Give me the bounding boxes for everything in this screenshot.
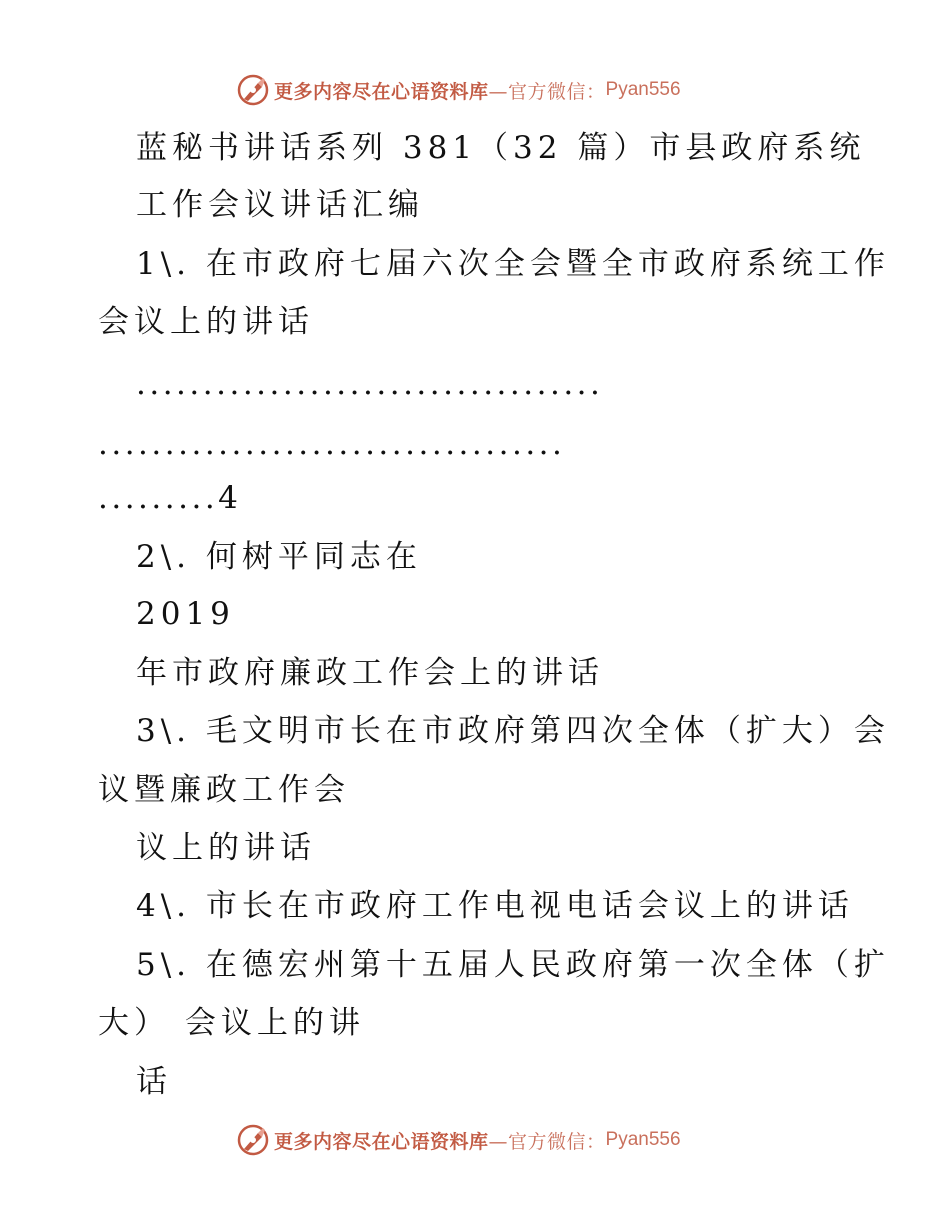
toc-item-5-line-3: 话 [136,1064,172,1100]
banner-text [274,77,606,104]
banner-dash: — [488,1130,509,1153]
banner-wechat-id: Pyan556 [605,79,681,100]
banner-text [274,1127,606,1154]
pen-logo-icon [236,1123,270,1157]
document-title-line-2: 工作会议讲话汇编 [136,187,424,223]
document-title-line-1: 蓝秘书讲话系列 381（32 篇）市县政府系统 [136,130,866,166]
footer-watermark-banner [236,1122,681,1158]
toc-item-2-line-1: 2\. 何树平同志在 [136,539,422,575]
banner-suffix: 官方微信： [508,1130,606,1153]
banner-main-text: 更多内容尽在心语资料库 [274,80,489,103]
toc-item-5-line-2: 大） 会议上的讲 [98,1005,365,1041]
toc-item-1-leader-dots-1: ................................... [136,366,604,402]
toc-item-4-line-1: 4\. 市长在市政府工作电视电话会议上的讲话 [136,888,854,924]
toc-item-1-line-2: 会议上的讲话 [98,304,314,340]
banner-dash: — [488,80,509,103]
toc-item-2-line-2: 2019 [136,596,235,632]
header-watermark-banner [236,72,681,108]
toc-item-5-line-1: 5\. 在德宏州第十五届人民政府第一次全体（扩 [136,947,890,983]
toc-item-1-leader-dots-3: .........4 [98,480,242,516]
banner-wechat-id: Pyan556 [605,1129,681,1150]
banner-suffix: 官方微信： [508,80,606,103]
toc-item-2-line-3: 年市政府廉政工作会上的讲话 [136,655,604,691]
toc-item-3-line-3: 议上的讲话 [136,830,316,866]
banner-main-text: 更多内容尽在心语资料库 [274,1130,489,1153]
pen-logo-icon [236,73,270,107]
toc-item-1-line-1: 1\. 在市政府七届六次全会暨全市政府系统工作 [136,246,890,282]
toc-item-1-leader-dots-2: ................................... [98,426,566,462]
toc-item-3-line-2: 议暨廉政工作会 [98,772,350,808]
toc-item-3-line-1: 3\. 毛文明市长在市政府第四次全体（扩大）会 [136,713,890,749]
